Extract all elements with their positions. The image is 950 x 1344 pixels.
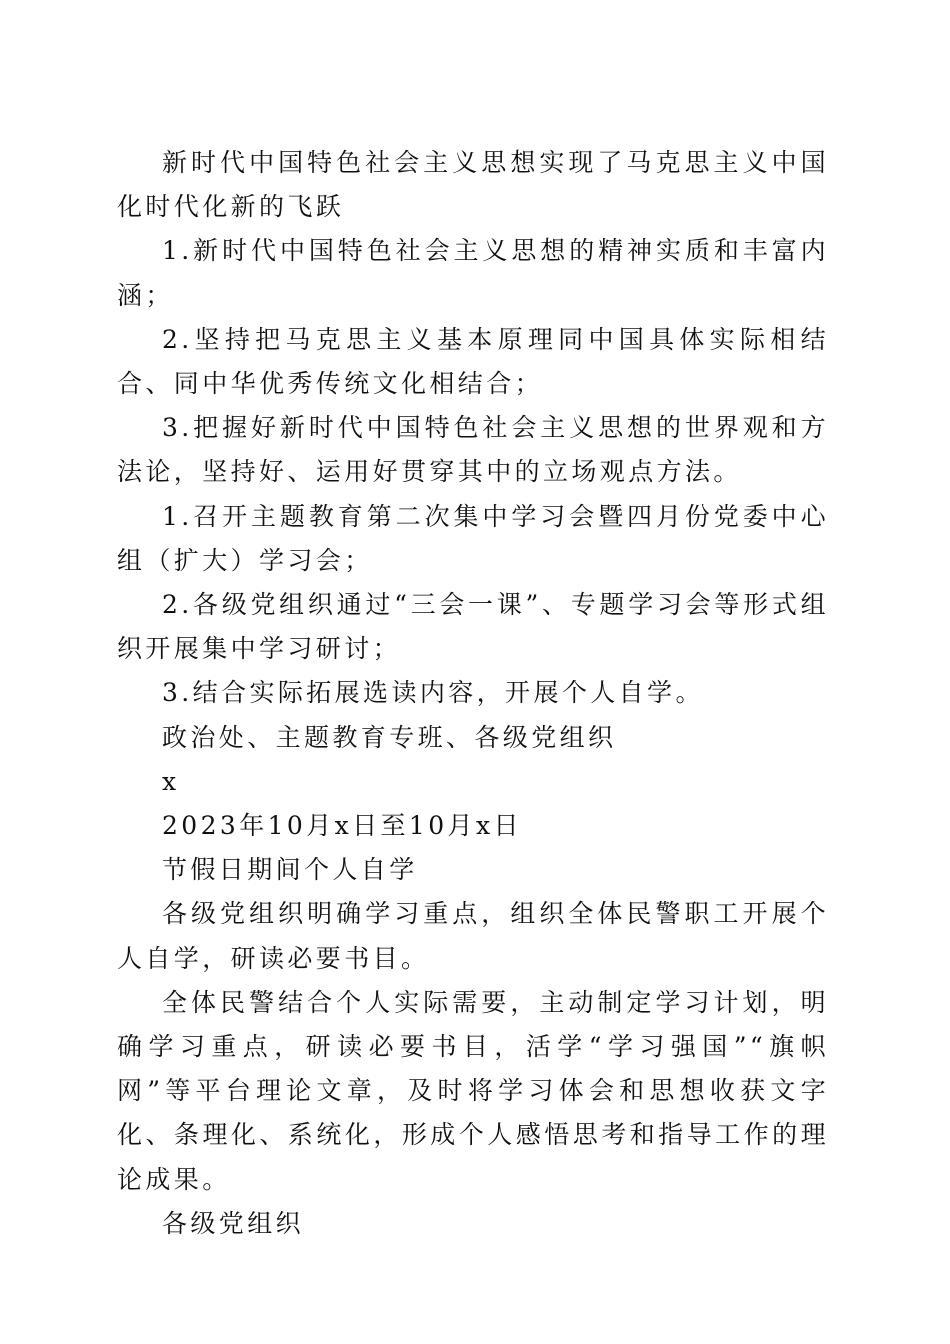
paragraph-placeholder: x <box>162 766 180 796</box>
paragraph-date-range: 2023年10月x日至10月x日 <box>162 811 522 841</box>
document-body <box>117 141 829 1246</box>
paragraph-holiday-study: 节假日期间个人自学 <box>162 855 418 885</box>
paragraph-method-3: 3.结合实际拓展选读内容，开展个人自学。 <box>162 678 704 708</box>
paragraph-item-2: 2.坚持把马克思主义基本原理同中国具体实际相结合、同中华优秀传统文化相结合； <box>117 324 829 399</box>
paragraph-org-study: 各级党组织明确学习重点，组织全体民警职工开展个人自学，研读必要书目。 <box>117 899 829 973</box>
paragraph-responsible: 政治处、主题教育专班、各级党组织 <box>162 722 617 752</box>
paragraph-item-1: 1.新时代中国特色社会主义思想的精神实质和丰富内涵； <box>117 236 829 310</box>
paragraph-item-3: 3.把握好新时代中国特色社会主义思想的世界观和方法论，坚持好、运用好贯穿其中的立场观点方法。 <box>117 413 829 487</box>
paragraph-method-1: 1.召开主题教育第二次集中学习会暨四月份党委中心组（扩大）学习会； <box>117 501 829 575</box>
paragraph-party-orgs: 各级党组织 <box>162 1208 305 1238</box>
paragraph-personal-study: 全体民警结合个人实际需要，主动制定学习计划，明确学习重点，研读必要书目，活学“学习强国”“旗帜网”等平台理论文章，及时将学习体会和思想收获文字化、条理化、系统化，形成个人感悟思考和指导工作的理论成果。 <box>117 987 829 1194</box>
paragraph-heading: 新时代中国特色社会主义思想实现了马克思主义中国化时代化新的飞跃 <box>117 148 829 222</box>
paragraph-method-2: 2.各级党组织通过“三会一课”、专题学习会等形式组织开展集中学习研讨； <box>117 590 829 664</box>
